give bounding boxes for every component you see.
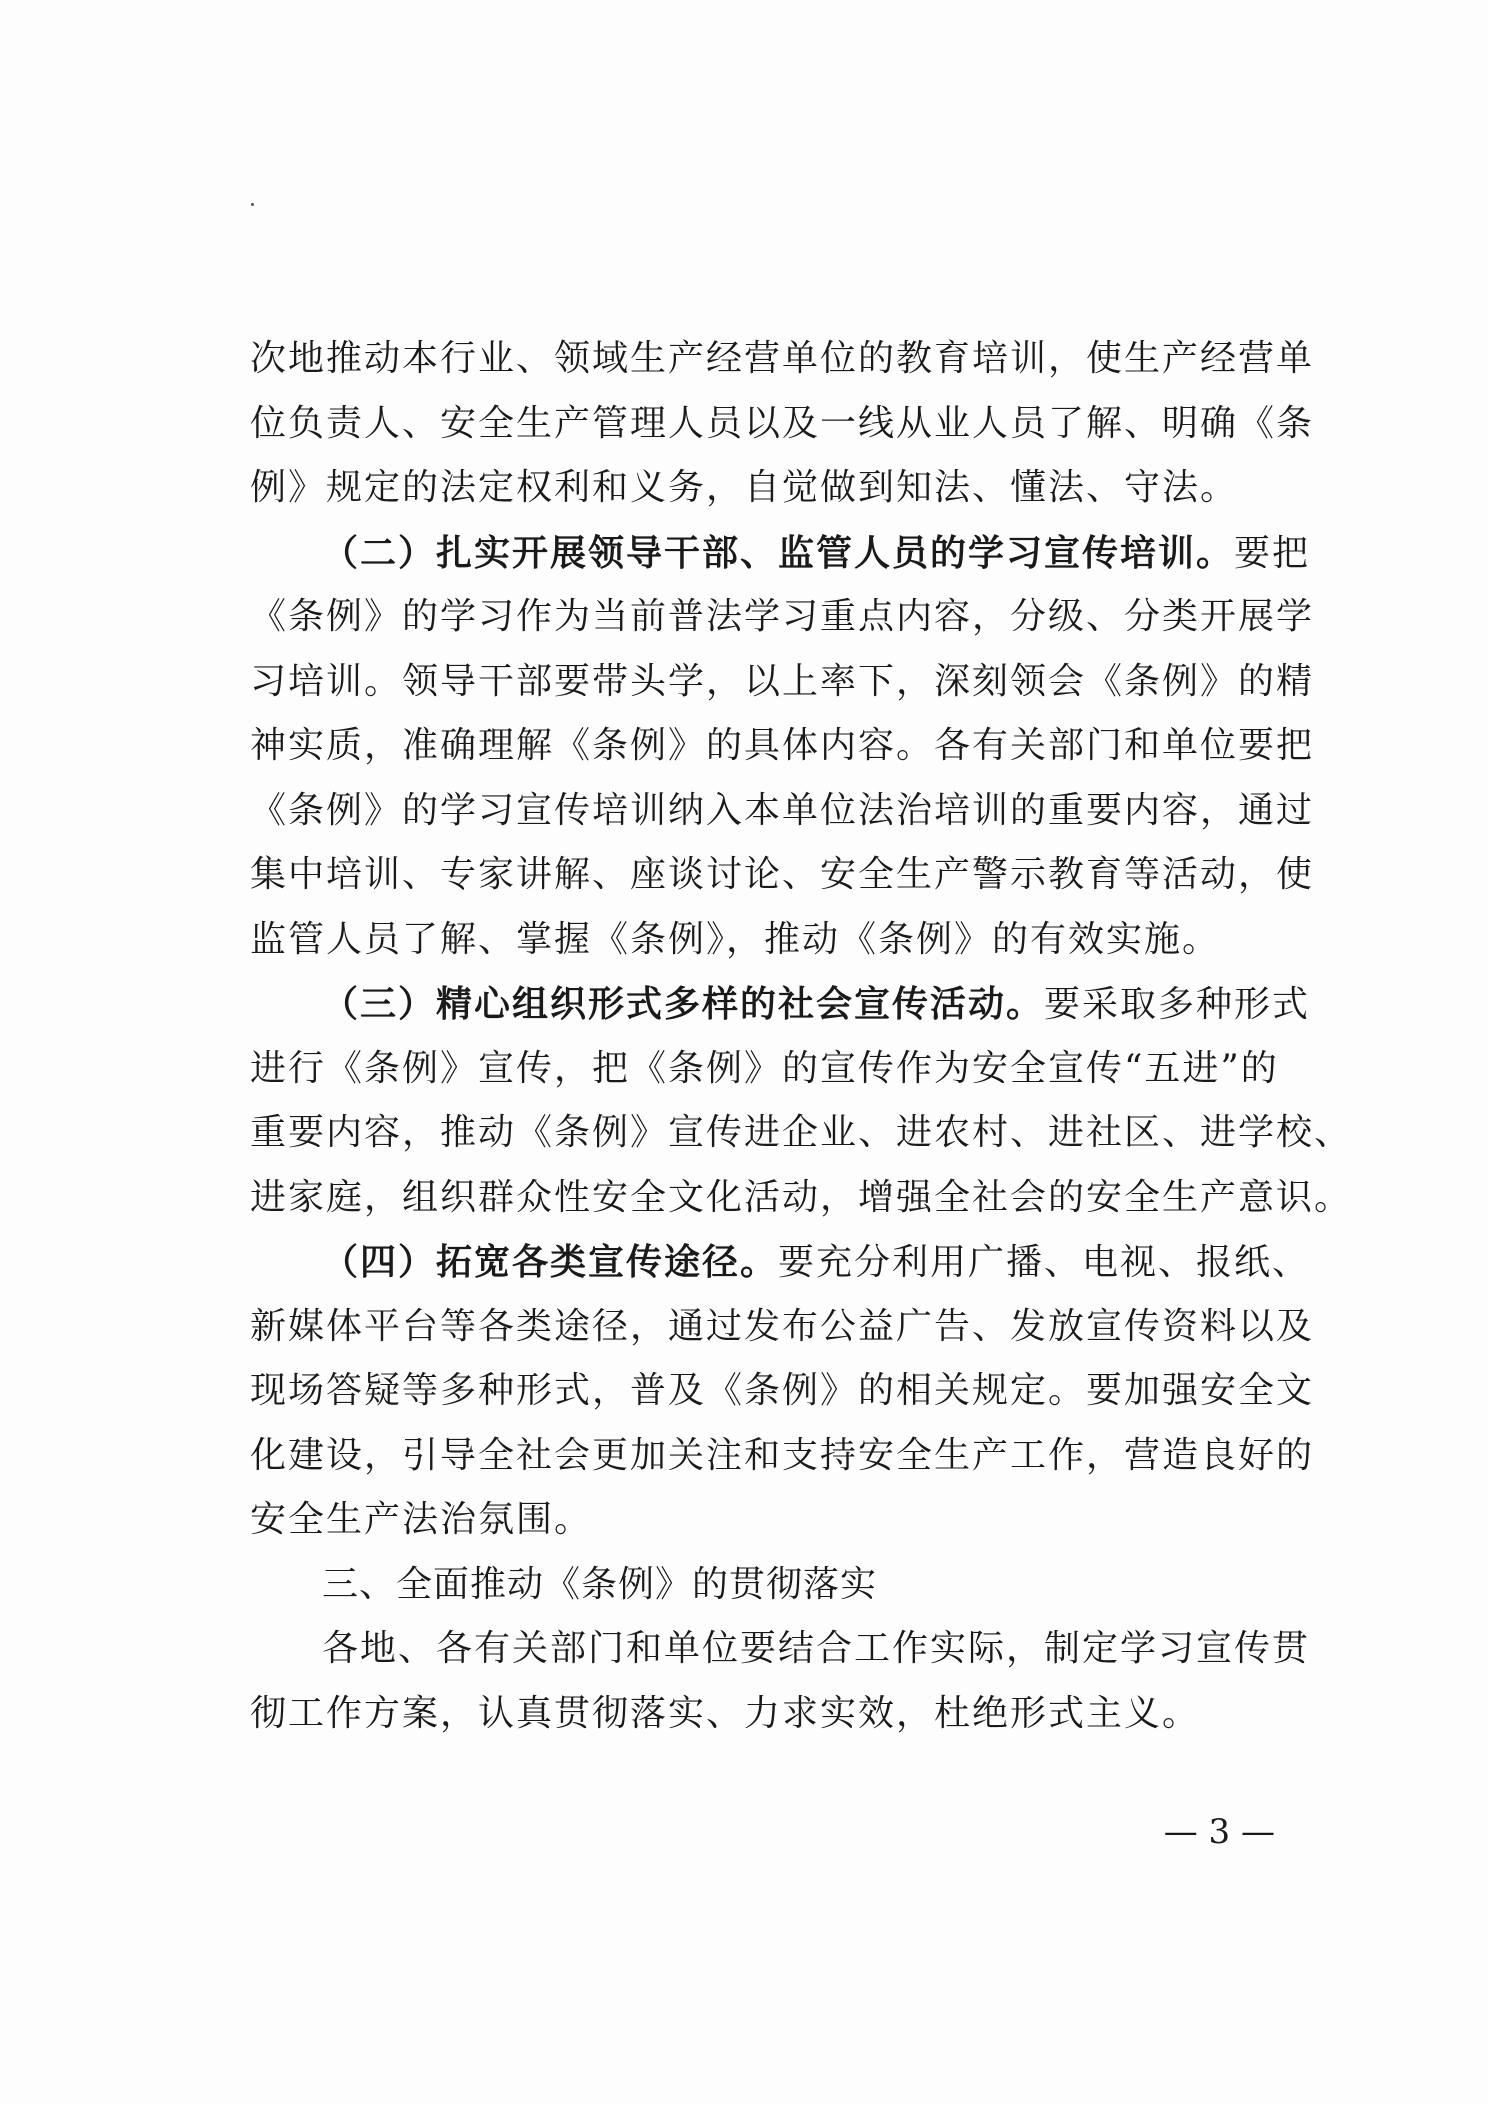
text-line: 重要内容，推动《条例》宣传进企业、进农村、进社区、进学校、 (250, 1112, 1353, 1153)
text-line: 彻工作方案，认真贯彻落实、力求实效，杜绝形式主义。 (250, 1692, 1201, 1734)
text-line: 《条例》的学习宣传培训纳入本单位法治培训的重要内容，通过 (250, 789, 1315, 831)
section-heading-3: （三）精心组织形式多样的社会宣传活动。 (322, 983, 1045, 1025)
text-line: 安全生产法治氛围。 (250, 1499, 593, 1540)
text-line: 集中培训、专家讲解、座谈讨论、安全生产警示教育等活动，使 (250, 854, 1315, 895)
paragraph-section-4 (250, 1230, 1315, 1553)
text-line: 习培训。领导干部要带头学，以上率下，深刻领会《条例》的精 (250, 660, 1315, 702)
text-line: 化建设，引导全社会更加关注和支持安全生产工作，营造良好的 (250, 1434, 1315, 1476)
text-line: 《条例》的学习作为当前普法学习重点内容，分级、分类开展学 (250, 596, 1315, 637)
text-line: 现场答疑等多种形式，普及《条例》的相关规定。要加强安全文 (250, 1370, 1315, 1411)
text-line: 新媒体平台等各类途径，通过发布公益广告、发放宣传资料以及 (250, 1305, 1315, 1347)
text-line (250, 521, 1311, 586)
section-text: 要充分利用广播、电视、报纸、 (778, 1242, 1311, 1283)
page-number: — 3 — (1163, 1812, 1275, 1852)
text-line: 神实质，准确理解《条例》的具体内容。各有关部门和单位要把 (250, 725, 1315, 766)
paragraph-section-2 (250, 521, 1315, 973)
document-body (250, 327, 1353, 1746)
text-line (250, 972, 1311, 1037)
text-line (250, 1230, 1311, 1295)
text-line: 监管人员了解、掌握《条例》，推动《条例》的有效实施。 (250, 918, 1221, 960)
section-text: 要采取多种形式 (1044, 984, 1311, 1025)
chapter-heading-3: 三、全面推动《条例》的贯彻落实 (322, 1563, 878, 1605)
text-line: 进家庭，组织群众性安全文化活动，增强全社会的安全生产意识。 (250, 1176, 1353, 1218)
paragraph-implementation (250, 1617, 1311, 1746)
paragraph-continuation (250, 327, 1315, 521)
text-line: 例》规定的法定权利和义务，自觉做到知法、懂法、守法。 (250, 467, 1239, 508)
text-line: 位负责人、安全生产管理人员以及一线从业人员了解、明确《条 (250, 402, 1315, 444)
text-line: 各地、各有关部门和单位要结合工作实际，制定学习宣传贯 (322, 1628, 1311, 1669)
text-line: 次地推动本行业、领域生产经营单位的教育培训，使生产经营单 (250, 338, 1315, 379)
text-line: 进行《条例》宣传，把《条例》的宣传作为安全宣传“五进”的 (250, 1047, 1279, 1089)
scan-speck (251, 203, 254, 206)
section-heading-2: （二）扎实开展领导干部、监管人员的学习宣传培训。 (322, 531, 1235, 574)
section-heading-4: （四）拓宽各类宣传途径。 (322, 1241, 779, 1283)
paragraph-section-3 (250, 972, 1353, 1230)
section-text: 要把 (1234, 532, 1311, 574)
